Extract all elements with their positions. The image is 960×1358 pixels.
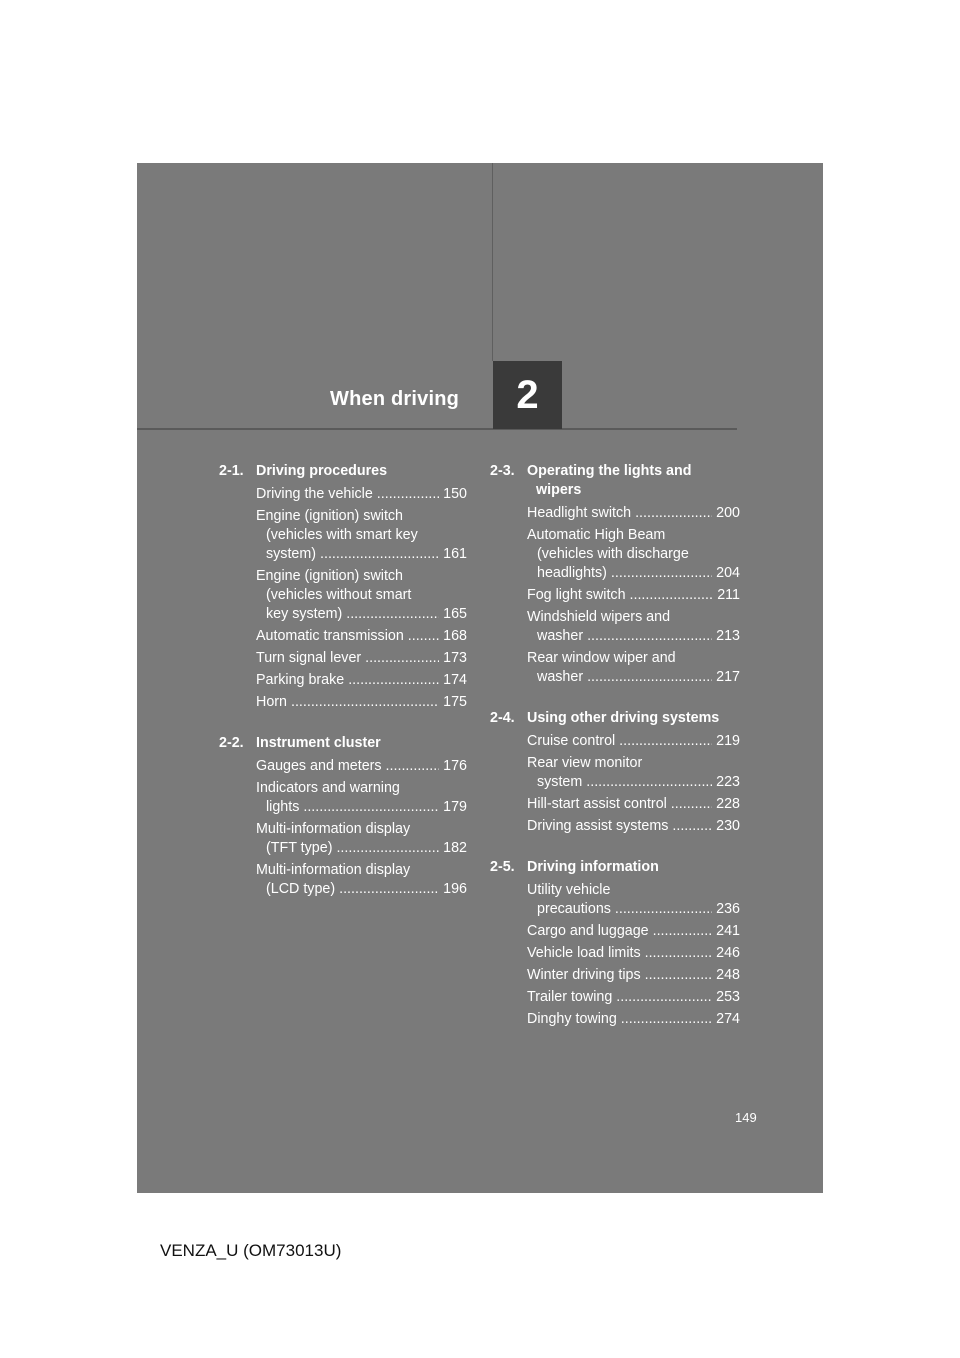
toc-section [219, 734, 467, 899]
section-heading [219, 734, 467, 753]
toc-entry-leader-row [527, 564, 740, 583]
toc-entry[interactable] [527, 795, 740, 814]
toc-entry[interactable] [527, 881, 740, 919]
section-title [527, 462, 740, 500]
section-number: 2-5. [490, 859, 515, 875]
toc-entry-line: (vehicles with discharge [537, 546, 689, 562]
toc-entry-text: Fog light switch ..... [527, 586, 713, 605]
toc-entry[interactable] [527, 608, 740, 646]
toc-entry-page: 165 [443, 606, 467, 622]
toc-entry-leader-row [527, 586, 740, 605]
toc-entry-page: 176 [443, 758, 467, 774]
toc-entry-line: (vehicles with smart key [266, 527, 418, 543]
section-title-line: Instrument cluster [256, 735, 381, 751]
chapter-number-tab [493, 361, 562, 429]
toc-entry[interactable] [256, 671, 467, 690]
toc-entry-leader-row [527, 504, 740, 523]
toc-entry-leader-row [527, 817, 740, 836]
toc-entry[interactable] [527, 586, 740, 605]
toc-entry-text: system ..... [537, 773, 712, 792]
toc-entry-page: 248 [716, 967, 740, 983]
toc-entry[interactable] [256, 861, 467, 899]
toc-entry-page: 241 [716, 923, 740, 939]
toc-entry-leader-row [256, 649, 467, 668]
toc-entry-leader-row [527, 668, 740, 687]
toc-entry[interactable] [256, 820, 467, 858]
toc-section [490, 709, 740, 836]
toc-entry-line: Automatic High Beam [527, 527, 666, 543]
toc-entry-line: Rear view monitor [527, 755, 643, 771]
toc-entry-leader-row [527, 1010, 740, 1029]
toc-entry[interactable] [256, 567, 467, 624]
toc-entry-line: Engine (ignition) switch [256, 568, 404, 584]
toc-column-right [490, 462, 740, 1051]
toc-entry-text: Cruise control ..... [527, 732, 712, 751]
toc-entry-page: 230 [716, 818, 740, 834]
toc-entry-text: Winter driving tips ..... [527, 966, 712, 985]
toc-entry-text: (LCD type) ..... [266, 880, 439, 899]
chapter-title: When driving [330, 388, 460, 410]
section-title [256, 734, 467, 753]
toc-entry-text: (TFT type) ..... [266, 839, 439, 858]
toc-section [219, 462, 467, 712]
toc-entry-page: 196 [443, 881, 467, 897]
toc-entry[interactable] [527, 966, 740, 985]
toc-entry-page: 150 [443, 486, 467, 502]
toc-entry[interactable] [527, 504, 740, 523]
toc-entry-text: headlights) ..... [537, 564, 712, 583]
toc-entry[interactable] [527, 754, 740, 792]
section-number: 2-2. [219, 735, 244, 751]
toc-entry[interactable] [527, 817, 740, 836]
toc-entry-page: 236 [716, 901, 740, 917]
panel-divider-vertical [492, 163, 493, 361]
section-heading [490, 462, 740, 500]
toc-entry-text: washer ..... [537, 668, 712, 687]
toc-entry-page: 200 [716, 505, 740, 521]
toc-entry[interactable] [256, 485, 467, 504]
header-rule [137, 428, 737, 430]
toc-entry-leader-row [527, 922, 740, 941]
document-footer: VENZA_U (OM73013U) [160, 1241, 342, 1260]
section-title-line: Driving procedures [256, 463, 388, 479]
section-number: 2-1. [219, 463, 244, 479]
toc-entry-line: (vehicles without smart [266, 587, 412, 603]
toc-entry-leader-row [527, 988, 740, 1007]
toc-entry[interactable] [527, 649, 740, 687]
section-heading [490, 709, 740, 728]
toc-entry[interactable] [527, 988, 740, 1007]
section-title [527, 709, 740, 728]
toc-entry-leader-row [256, 839, 467, 858]
toc-entry-leader-row [527, 773, 740, 792]
toc-entry-leader-row [256, 757, 467, 776]
section-title [256, 462, 467, 481]
toc-entry-leader-row [256, 485, 467, 504]
toc-entry[interactable] [527, 526, 740, 583]
toc-entry-text: lights ..... [266, 798, 439, 817]
toc-entry[interactable] [527, 922, 740, 941]
toc-entry-line: Indicators and warning [256, 780, 400, 796]
toc-entry-line: Utility vehicle [527, 882, 611, 898]
section-heading [219, 462, 467, 481]
toc-entry-page: 182 [443, 840, 467, 856]
toc-entry-leader-row [527, 900, 740, 919]
section-number: 2-4. [490, 710, 515, 726]
toc-entry[interactable] [527, 944, 740, 963]
toc-entry[interactable] [527, 1010, 740, 1029]
toc-entry-text: key system) ..... [266, 605, 439, 624]
toc-entry[interactable] [527, 732, 740, 751]
toc-entry-page: 204 [716, 565, 740, 581]
toc-entry-list [490, 732, 740, 836]
toc-entry-text: Driving assist systems ..... [527, 817, 712, 836]
toc-entry-line: Rear window wiper and [527, 650, 676, 666]
toc-entry-page: 179 [443, 799, 467, 815]
toc-entry-line: Windshield wipers and [527, 609, 671, 625]
section-heading [490, 858, 740, 877]
toc-entry-page: 211 [717, 587, 740, 603]
toc-entry-leader-row [256, 880, 467, 899]
toc-entry-text: Trailer towing ..... [527, 988, 712, 1007]
toc-entry-text: Cargo and luggage ..... [527, 922, 712, 941]
toc-entry-page: 175 [443, 694, 467, 710]
chapter-number: 2 [516, 372, 539, 417]
toc-entry-page: 274 [716, 1011, 740, 1027]
page-number: 149 [735, 1110, 757, 1125]
toc-entry-leader-row [527, 795, 740, 814]
toc-entry-text: Turn signal lever ..... [256, 649, 439, 668]
section-title [527, 858, 740, 877]
toc-entry-page: 246 [716, 945, 740, 961]
toc-entry-list [219, 757, 467, 899]
toc-entry-text: system) ..... [266, 545, 439, 564]
toc-entry-page: 213 [716, 628, 740, 644]
toc-column-left [219, 462, 467, 921]
section-title-line: Driving information [527, 859, 659, 875]
toc-entry-text: Dinghy towing ..... [527, 1010, 712, 1029]
toc-entry-page: 173 [443, 650, 467, 666]
toc-entry-page: 223 [716, 774, 740, 790]
toc-section [490, 858, 740, 1029]
toc-entry-list [490, 881, 740, 1029]
toc-entry-text: Gauges and meters ..... [256, 757, 439, 776]
section-title-line: wipers [536, 482, 582, 498]
toc-entry-line: Multi-information display [256, 821, 411, 837]
toc-entry-text: Parking brake ..... [256, 671, 439, 690]
toc-entry-leader-row [527, 944, 740, 963]
toc-entry-page: 174 [443, 672, 467, 688]
toc-entry-text: washer ..... [537, 627, 712, 646]
toc-entry-page: 219 [716, 733, 740, 749]
toc-entry[interactable] [256, 507, 467, 564]
toc-entry-list [490, 504, 740, 687]
section-title-line: Operating the lights and [527, 463, 692, 479]
toc-entry-page: 217 [716, 669, 740, 685]
toc-entry-line: Engine (ignition) switch [256, 508, 404, 524]
toc-entry-text: Hill-start assist control ..... [527, 795, 712, 814]
toc-entry-page: 253 [716, 989, 740, 1005]
toc-entry-text: Automatic transmission ..... [256, 627, 439, 646]
toc-entry-text: Driving the vehicle ..... [256, 485, 439, 504]
toc-entry-leader-row [256, 627, 467, 646]
toc-entry-leader-row [527, 966, 740, 985]
toc-entry-page: 228 [716, 796, 740, 812]
toc-entry-leader-row [527, 732, 740, 751]
section-title-line: Using other driving systems [527, 710, 720, 726]
toc-entry-text: Headlight switch ..... [527, 504, 712, 523]
toc-section [490, 462, 740, 687]
toc-entry[interactable] [256, 649, 467, 668]
toc-entry-list [219, 485, 467, 712]
toc-entry-leader-row [527, 627, 740, 646]
section-number: 2-3. [490, 463, 515, 479]
toc-entry[interactable] [256, 693, 467, 712]
toc-entry-page: 161 [443, 546, 467, 562]
toc-entry-text: precautions ..... [537, 900, 712, 919]
toc-entry-leader-row [256, 671, 467, 690]
toc-entry-line: Multi-information display [256, 862, 411, 878]
toc-entry-leader-row [256, 545, 467, 564]
toc-entry-leader-row [256, 798, 467, 817]
toc-entry[interactable] [256, 779, 467, 817]
toc-entry-page: 168 [443, 628, 467, 644]
toc-entry-text: Horn ..... [256, 693, 439, 712]
toc-entry-text: Vehicle load limits ..... [527, 944, 712, 963]
toc-entry-leader-row [256, 693, 467, 712]
toc-entry-leader-row [256, 605, 467, 624]
toc-entry[interactable] [256, 627, 467, 646]
toc-entry[interactable] [256, 757, 467, 776]
